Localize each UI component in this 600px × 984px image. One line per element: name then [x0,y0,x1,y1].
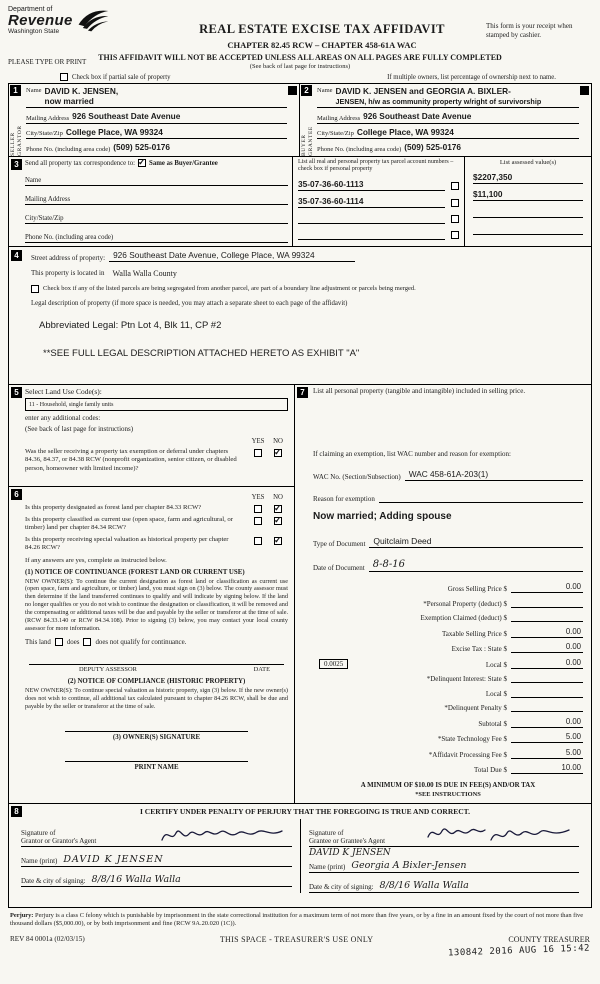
acceptance-warning: THIS AFFIDAVIT WILL NOT BE ACCEPTED UNLESS ALL AREAS ON ALL PAGES ARE FULLY COMPLETED [98,53,502,62]
seller-csz-value: College Place, WA 99324 [65,126,163,137]
deputy-assessor-label: DEPUTY ASSESSOR [79,666,137,674]
logo-dept-label: Department of [8,6,53,13]
logo-revenue-label: Revenue [8,12,73,30]
parcel-column [293,157,465,246]
seller-black-tab [288,86,297,95]
exemption-question-row [25,448,288,473]
delinquent-interest-state-value[interactable] [511,673,583,683]
perjury-statement [10,912,590,929]
reason-label: Reason for exemption [313,495,375,504]
grantee-name-print-value: Georgia A Bixler-Jensen [351,860,467,872]
total-due-label: Total Due $ [474,766,507,775]
section-4-badge: 4 [11,250,22,261]
section-1-badge: 1 [10,85,21,96]
buyer-address-field[interactable] [317,110,579,124]
buyer-name-line2: JENSEN, h/w as community property w/right of survivorship [335,96,542,106]
total-due-row [313,763,583,774]
section-7-tax [295,385,592,804]
local-tax-label: Local $ [485,660,507,669]
current-use-question-row [25,516,288,533]
assessed-header: List assessed value(s) [499,159,557,166]
this-land-label: This land [25,638,51,646]
grantor-signature-column [13,819,300,893]
grantee-side-label: GRANTEE [308,126,314,156]
parcel-row-4 [298,229,459,240]
abbreviated-legal[interactable]: Abbreviated Legal: Ptn Lot 4, Blk 11, CP #2 [39,320,222,331]
grantor-signature-label [21,829,96,847]
section-3-correspondence [8,157,592,247]
signature-grid [13,819,587,893]
grantee-name-print-label: Name (print) [309,863,346,872]
segregated-label: Check box if any of the listed parcels are being segregated from another parcel, are part of a boundary line adjustment or parcels being merged. [43,285,416,292]
current-use-yes-checkbox[interactable] [254,517,262,525]
section-5-land-use [8,385,295,487]
grantee-date-value: 8/8/16 Walla Walla [379,880,469,892]
personal-property-deduct-label: *Personal Property (deduct) $ [423,599,507,608]
rev-number: REV 84 0001a (02/03/15) [10,934,85,943]
exemption-claimed-label: Exemption Claimed (deduct) $ [420,614,507,623]
exemption-question: Was the seller receiving a property tax exemption or deferral under chapters 84.36, 84.37, or 84.38 RCW (nonprofit organization, senior citizen, or disabled person, homeowner with limited income)? [25,448,237,472]
correspondence-address-field[interactable] [25,196,288,205]
seller-phone-field[interactable] [26,141,287,154]
gross-selling-price-row [313,582,583,593]
personal-property-deduct-value[interactable] [511,598,583,608]
historic-yes-checkbox[interactable] [254,537,262,545]
exemption-claimed-row [313,612,583,622]
historic-question: Is this property receiving special valuation as historical property per chapter 84.26 RCW? [25,535,229,552]
county-treasurer-label: COUNTY TREASURER [508,934,590,944]
correspondence-column [9,157,293,246]
correspondence-phone-field[interactable] [25,234,288,243]
forest-no-checkbox[interactable] [274,505,282,513]
reason-field[interactable] [379,492,583,503]
assessed-value-column [465,157,591,246]
correspondence-csz-field[interactable] [25,215,288,224]
doc-date-field[interactable]: 8-8-16 [369,559,583,572]
logo-state-label: Washington State [8,28,60,36]
partial-sale-row [60,73,556,81]
main-columns [8,385,592,804]
doc-type-label: Type of Document [313,540,366,549]
does-not-label: does not qualify for continuance. [95,638,187,646]
grantor-name-print-label: Name (print) [21,857,58,866]
section-6-designation [8,487,295,804]
seller-name-field[interactable] [26,87,287,108]
buyer-address-label: Mailing Address [317,114,361,122]
parcel-personal-checkbox-2[interactable] [451,199,459,207]
parcel-row-1 [298,179,459,191]
wac-number-field[interactable]: WAC 458-61A-203(1) [405,469,583,481]
partial-sale-label: Check box if partial sale of property [72,73,171,81]
seller-fields [24,84,299,156]
grantor-name-print-value: DAVID K JENSEN [63,854,164,866]
same-as-buyer-label: Same as Buyer/Grantee [149,159,218,167]
dor-logo-text [8,6,73,36]
correspondence-name-field[interactable] [25,177,288,186]
reason-value: Now married; Adding spouse [313,511,452,523]
buyer-side-label: BUYER [300,134,307,156]
section-7-badge: 7 [297,387,308,398]
buyer-address-value: 926 Southeast Date Avenue [363,111,472,122]
seller-name-line1: DAVID K. JENSEN, [44,86,119,96]
seller-phone-value: (509) 525-0176 [113,142,171,153]
legal-description-label: Legal description of property (if more space is needed, you may attach a separate sheet to each page of the affidavit) [31,300,348,307]
form-title: REAL ESTATE EXCISE TAX AFFIDAVIT [199,22,445,36]
segregated-checkbox[interactable] [31,285,39,293]
additional-codes-label: enter any additional codes: [25,414,101,422]
no-label-6: NO [273,494,283,501]
assessor-date-label: DATE [253,666,270,674]
receipt-note: This form is your receipt when stamped by cashier. [486,22,573,39]
buyer-black-tab [580,86,589,95]
forest-land-question: Is this property designated as forest land per chapter 84.33 RCW? [25,504,202,511]
excise-tax-state-row [313,642,583,653]
qualify-row [25,638,288,646]
section-1-seller [8,83,300,157]
subtotal-value[interactable]: 0.00 [511,717,583,728]
delinquent-penalty-label: *Delinquent Penalty $ [444,704,507,713]
parcel-personal-checkbox-4[interactable] [451,231,459,239]
seller-side-label: SELLER [9,132,16,156]
correspondence-label: Send all property tax correspondence to: [25,159,136,167]
see-back-note: (See back of last page for instructions) [249,63,351,70]
does-not-checkbox[interactable] [83,638,91,646]
grantor-sig-label-1: Signature of [21,828,56,837]
grantee-signature-field[interactable] [309,819,579,847]
section-2-badge: 2 [301,85,312,96]
excise-tax-state-value[interactable]: 0.00 [511,642,583,653]
subtotal-label: Subtotal $ [478,719,507,728]
seller-phone-label: Phone No. (including area code) [26,145,111,153]
delinquent-interest-state-label: *Delinquent Interest: State $ [426,675,507,684]
grantee-signature-column [300,819,587,893]
forest-yes-checkbox[interactable] [254,505,262,513]
buyer-name-line1: DAVID K. JENSEN and GEORGIA A. BIXLER- [335,86,511,96]
buyer-name-value [336,87,542,106]
forest-land-question-row [25,504,288,513]
party-sections [8,83,592,157]
parcel-header: List all real and personal property tax parcel account numbers – check box if personal property [298,159,454,173]
section-6-badge: 6 [11,489,22,500]
exhibit-note: **SEE FULL LEGAL DESCRIPTION ATTACHED HERETO AS EXHIBIT "A" [43,348,360,359]
buyer-phone-field[interactable] [317,141,579,154]
does-label: does [66,638,80,646]
personal-property-deduct-row [313,598,583,608]
historic-no-checkbox[interactable] [274,537,282,545]
washington-flag-icon [76,6,110,38]
left-column [8,385,295,804]
treasurer-space-label: THIS SPACE - TREASURER'S USE ONLY [219,934,374,944]
see-back-instructions: (See back of last page for instructions) [25,425,134,433]
parcel-personal-checkbox-3[interactable] [451,215,459,223]
same-as-buyer-checkbox[interactable] [138,159,146,167]
correspondence-name-label: Name [25,177,42,184]
seller-csz-label: City/State/Zip [26,130,63,138]
section-4-property [8,247,592,385]
grantor-signature-scribble [158,824,288,848]
parcel-row-2 [298,196,459,208]
seller-address-value: 926 Southeast Date Avenue [72,111,181,122]
taxable-selling-price-row [313,627,583,638]
assessed-value-4[interactable] [473,223,583,235]
grantor-date-value: 8/8/16 Walla Walla [91,874,181,886]
yes-label: YES [251,438,265,445]
correspondence-address-label: Mailing Address [25,196,71,203]
land-use-title: Select Land Use Code(s): [25,387,102,396]
grantor-sig-label-2: Grantor or Grantor's Agent [21,837,97,846]
doc-type-field[interactable]: Quitclaim Deed [369,536,583,548]
street-address-value[interactable]: 926 Southeast Date Avenue, College Place, WA 99324 [109,250,355,262]
assessed-value-3[interactable] [473,206,583,218]
exemption-claimed-value[interactable] [511,612,583,622]
parcel-number-1[interactable]: 35-07-36-60-1113 [298,179,445,191]
grantee-sig-label-1: Signature of [309,828,344,837]
deputy-assessor-line[interactable] [29,664,284,673]
local-tax-row [313,658,583,669]
state-technology-fee-row [313,732,583,743]
street-address-row [31,250,583,262]
exemption-yes-checkbox[interactable] [254,449,262,457]
multiple-owners-note: If multiple owners, list percentage of ownership next to name. [387,73,556,81]
state-technology-fee-value[interactable]: 5.00 [511,732,583,743]
notice-compliance-title: (2) NOTICE OF COMPLIANCE (HISTORIC PROPERTY) [67,678,246,686]
dor-logo [8,6,158,38]
notice-continuance-title: (1) NOTICE OF CONTINUANCE (FOREST LAND OR CURRENT USE) [25,568,245,576]
doc-date-label: Date of Document [313,564,365,573]
buyer-csz-field[interactable] [317,126,579,140]
see-instructions-note: *SEE INSTRUCTIONS [415,791,481,799]
excise-tax-state-label: Excise Tax : State $ [451,645,507,654]
perjury-lead: Perjury: [10,912,34,920]
subtotal-row [313,717,583,728]
taxable-selling-price-label: Taxable Selling Price $ [441,629,507,638]
title-block [158,6,486,50]
grantee-sig-label-2: Grantee or Grantee's Agent [309,837,386,846]
grantee-date-field[interactable] [309,880,579,893]
gross-selling-price-label: Gross Selling Price $ [447,585,507,594]
seller-address-label: Mailing Address [26,114,70,122]
footer-row [8,934,592,959]
personal-property-label: List all personal property (tangible and intangible) included in selling price. [313,387,526,395]
buyer-csz-value: College Place, WA 99324 [356,126,454,137]
buyer-name-field[interactable] [317,87,579,108]
affidavit-processing-fee-value[interactable]: 5.00 [511,748,583,759]
perjury-body: Perjury is a class C felony which is punishable by imprisonment in the state correctional institution for a maximum term of not more than five years, or by a fine in an amount fixed by the court of not more than five thousand dollars ($5,000.00), or by both imprisonment and fine (RCW 9A.20.020 (1C)). [10,912,584,928]
grantor-signature-field[interactable] [21,819,292,847]
located-row [31,269,583,278]
parcel-personal-checkbox-1[interactable] [451,182,459,190]
grantee-signature-scribble [425,822,575,848]
seller-address-field[interactable] [26,110,287,124]
notice-continuance-body: NEW OWNER(S): To continue the current designation as forest land or classification as current use (open space, farm and agriculture, or timber) land, you must sign on (3) below. The county assessor must then determine if the land transferred continues to qualify and will indicate by signing below. If the land no longer qualifies or you do not wish to continue the designation or classification, it will be removed and the compensating or additional taxes will be due and payable by the seller or transferor at the time of sale. (RCW 84.33.140 or RCW 84.34.108). Prior to signing (3) below, you may contact your local county assessor for more information. [25,577,288,633]
grantee-handwritten-name: DAVID K JENSEN [309,848,391,859]
correspondence-phone-label: Phone No. (including area code) [25,234,114,241]
delinquent-interest-local-label: Local $ [485,689,507,698]
buyer-phone-label: Phone No. (including area code) [317,145,402,153]
section-8-badge: 8 [11,806,22,817]
please-type-label: PLEASE TYPE OR PRINT [8,58,87,66]
section-8-signatures [8,804,592,908]
grantee-name-print-field[interactable] [309,860,579,873]
located-label: This property is located in [31,269,105,277]
buyer-phone-value: (509) 525-0176 [404,142,462,153]
doc-date-row [313,559,583,572]
parcel-number-3[interactable] [298,213,445,224]
form-chapter: CHAPTER 82.45 RCW – CHAPTER 458-61A WAC [227,40,417,50]
minimum-due-note: A MINIMUM OF $10.00 IS DUE IN FEE(S) AND/OR TAX [360,782,536,790]
local-rate-box: 0.0025 [319,659,348,669]
seller-name-label: Name [26,87,42,94]
grantor-date-label: Date & city of signing: [21,877,86,886]
grantee-signature-label [309,829,385,847]
certify-statement: I CERTIFY UNDER PENALTY OF PERJURY THAT THE FOREGOING IS TRUE AND CORRECT. [139,807,470,817]
historic-question-row [25,536,288,553]
gross-selling-price-value[interactable]: 0.00 [511,582,583,593]
seller-name-value [45,87,119,106]
seller-csz-field[interactable] [26,126,287,140]
correspondence-row [25,159,288,167]
delinquent-penalty-row [313,702,583,712]
section-5-badge: 5 [11,387,22,398]
buyer-fields [315,84,591,156]
notice-compliance-body: NEW OWNER(S): To continue special valuation as historic property, sign (3) below. If the new owner(s) does not wish to continue, all additional tax calculated pursuant to chapter 84.26 RCW, shall be due and payable by the seller or transferor at the time of sale. [25,687,288,710]
parcel-number-4[interactable] [298,229,445,240]
yes-no-header-6 [25,494,288,501]
delinquent-interest-local-value[interactable] [511,688,583,698]
cashier-date-stamp: 130842 2016 AUG 16 15:42 [447,943,591,959]
buyer-csz-label: City/State/Zip [317,130,354,138]
affidavit-processing-fee-row [313,748,583,759]
exemption-note: If claiming an exemption, list WAC number and reason for exemption: [313,450,511,459]
street-address-label: Street address of property: [31,254,106,262]
section-3-badge: 3 [11,159,22,170]
state-technology-fee-label: *State Technology Fee $ [437,735,507,744]
answers-yes-instruction: If any answers are yes, complete as instructed below. [25,556,167,564]
current-use-no-checkbox[interactable] [274,517,282,525]
delinquent-penalty-value[interactable] [511,702,583,712]
segregated-row [31,285,583,293]
taxable-selling-price-value[interactable]: 0.00 [511,627,583,638]
land-use-code-input[interactable]: 11 - Household, single family units [25,398,288,411]
assessed-value-2[interactable]: $11,100 [473,189,583,201]
located-value[interactable]: Walla Walla County [112,269,177,278]
no-label: NO [273,438,283,445]
delinquent-interest-state-row [313,673,583,683]
correspondence-csz-label: City/State/Zip [25,215,64,222]
yes-no-header-5 [25,438,288,445]
delinquent-interest-local-row [313,688,583,698]
wac-row [313,469,583,481]
parcel-row-3 [298,213,459,224]
does-checkbox[interactable] [55,638,63,646]
seller-name-line2: now married [44,95,94,106]
reason-row [313,492,583,503]
print-name-line[interactable]: PRINT NAME [65,761,248,771]
affidavit-processing-fee-label: *Affidavit Processing Fee $ [428,750,507,759]
grantor-name-print-field[interactable] [21,854,292,867]
assessed-value-1[interactable]: $2207,350 [473,172,583,184]
partial-sale-checkbox[interactable] [60,73,68,81]
grantee-date-label: Date & city of signing: [309,883,374,892]
grantor-side-label: GRANTOR [17,125,23,156]
wac-label: WAC No. (Section/Subsection) [313,473,401,482]
total-due-value[interactable]: 10.00 [511,763,583,774]
exemption-no-checkbox[interactable] [274,449,282,457]
doc-type-row [313,536,583,548]
owners-signature-line[interactable]: (3) OWNER(S) SIGNATURE [65,731,248,741]
grantor-date-field[interactable] [21,874,292,887]
local-tax-value[interactable]: 0.00 [511,658,583,669]
section-2-buyer [300,83,592,157]
current-use-question: Is this property classified as current use (open space, farm and agricultural, or timber) land per chapter 84.34 RCW? [25,516,233,532]
yes-label-6: YES [251,494,265,501]
parcel-number-2[interactable]: 35-07-36-60-1114 [298,196,445,208]
buyer-name-label: Name [317,87,333,94]
